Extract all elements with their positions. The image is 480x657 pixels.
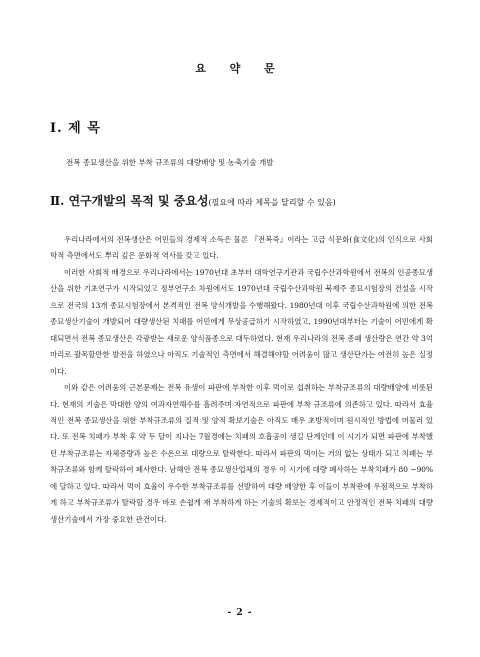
section-1-body: 전복 종묘생산을 위한 부착 규조류의 대량배양 및 농축기술 개발 bbox=[66, 158, 274, 167]
page-title: 요 약 문 bbox=[195, 62, 285, 75]
section-2-body bbox=[50, 232, 433, 528]
section-1-heading: Ⅰ. 제 목 bbox=[50, 121, 101, 136]
section-2-heading: Ⅱ. 연구개발의 목적 및 중요성 bbox=[50, 194, 209, 208]
paragraph-1: 우리나라에서의 전복생산은 어민들의 경제적 소득은 물론 『전복죽』이라는 고급 식문화(食文化)의 인식으로 사회학적 측면에서도 뿌리 깊은 문화적 역사를 갖고 있다. bbox=[50, 235, 433, 261]
section-2-heading-line bbox=[50, 190, 336, 209]
page-number: - 2 - bbox=[227, 608, 253, 618]
section-2-heading-note: (필요에 따라 제목을 달리할 수 있음) bbox=[208, 198, 336, 207]
paragraph-3: 이와 같은 어려움의 근본문제는 전복 유생이 파판에 부착한 이후 먹이로 섭취하는 부착규조류의 대량배양에 비롯된다. 현재의 기술은 막대한 양의 여과자연해수를 흘려주며 자연적으로 파판에 부착 규조류에 의존하고 있다. 따라서 효율적인 전복 종묘생산을 위한 부착규조류의 질적 및 양적 확보기술은 아직도 매우 초방적이며 원시적인 방법에 머물러 있다. 또 전복 치패가 부착 후 약 두 달이 지나는 7월경에는 치패의 호흡공이 생길 단계인데 이 시기가 되면 파판에 부착했던 부착규조류는 자체증량과 높은 수온으로 대량으로 탈락한다. 따라서 파판의 먹이는 거의 없는 상태가 되고 치패는 부착규조류와 함께 탈락하여 폐사한다. 남해안 전복 종묘생산업체의 경우 이 시기에 대량 폐사하는 부착치패가 80 ~90%에 달하고 있다. 따라서 먹이 효율이 우수한 부착규조류를 선발하여 대량 배양한 후 이들이 부착판에 우점적으로 부착하게 하고 부착규조류가 탈락할 경우 바로 손쉽게 재 부착하게 하는 기술의 확보는 경제적이고 안정적인 전복 치패의 대량생산기술에서 가장 중요한 관건이다. bbox=[50, 383, 433, 524]
paragraph-2: 이러한 사회적 배경으로 우리나라에서는 1970년대 초부터 대학연구기관과 국립수산과학원에서 전복의 인공종묘생산을 위한 기초연구가 시작되었고 정부연구소 차원에서도 1970년대 국립수산과학원 북제주 종묘시험장의 건설을 시작으로 전국의 13개 종묘시험장에서 본격적인 전복 양식개발을 수행해왔다. 1980년대 이후 국립수산과학원에 의한 전복 종묘생산기술이 개발되어 대량생산된 치패를 어민에게 무상공급하기 시작하였고, 1990년대부터는 기술이 어민에게 확대되면서 전복 종묘생산은 각광받는 새로운 양식품종으로 대두하였다. 현재 우리나라의 전복 종패 생산량은 연간 약 3억마리로 괄목할만한 발전을 하였으나 아직도 기술적인 측면에서 해결해야할 어려움이 많고 생산단가는 여전히 높은 실정이다. bbox=[50, 267, 433, 376]
